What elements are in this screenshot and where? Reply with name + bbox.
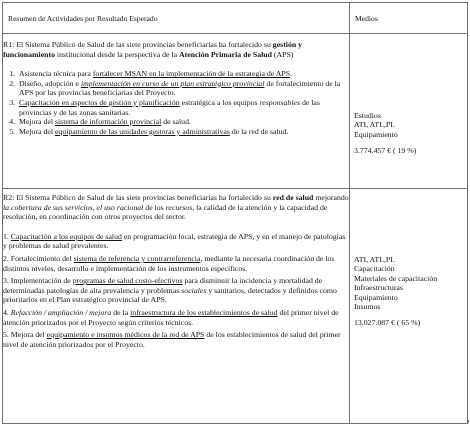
text-run: 1.: [3, 231, 11, 241]
text-run: de salud.: [161, 117, 191, 127]
text-run: Diseño, adopción e: [19, 78, 81, 88]
text-run: responsables: [259, 97, 300, 107]
text-run: de fortalecimiento de la APS por las provincias beneficiarias del Proyecto.: [19, 78, 341, 98]
medios-line: Equipamiento: [354, 292, 398, 302]
activity-item: [3, 276, 349, 305]
medios-line: ATI, ATL,PL: [354, 120, 395, 130]
text-run: de las provincias y de las zonas sanitarias.: [19, 97, 320, 117]
r2-activity-list: [3, 232, 349, 350]
r2-medios-lines: [354, 255, 463, 311]
medios-line: Equipamiento: [354, 129, 398, 139]
r1-intro: [3, 40, 349, 59]
text-run: programas de salud costo-efectivos: [72, 276, 183, 286]
r2-medios-cell: [350, 189, 468, 424]
text-run: del primer nivel de atención priorizados por el Proyecto según criterios técnicos.: [3, 307, 339, 327]
medios-line: Capacitación: [354, 264, 395, 274]
text-run: , la calidad de la atención y la capacidad de resolución, en coordinación con otros proyectos del sector.: [3, 202, 328, 222]
activity-item: [3, 330, 349, 349]
text-run: y sanitarios, detectados y definidos como prioritarios en el Plan estratégico provincial de APS.: [3, 285, 337, 305]
text-run: red de salud: [272, 193, 314, 202]
text-run: R1: El Sistema Público de Salud de las siete provincias beneficiarias ha fortalecido su: [3, 40, 273, 49]
activity-item: [17, 98, 349, 117]
medios-line: Estudios: [354, 111, 381, 120]
text-run: equipamiento e insumos médicos de la red de APS: [46, 330, 205, 340]
text-run: sistema de información provincial: [54, 117, 162, 127]
text-run: 2. Fortalecimiento del: [3, 253, 74, 263]
r2-activities-cell: [3, 189, 350, 424]
text-run: de los establecimientos de salud del primer nivel de atención priorizados por el Proyecto.: [3, 330, 341, 349]
activity-item: [17, 69, 349, 79]
text-run: equipamiento de las unidades gestoras y administrativas: [54, 126, 230, 136]
activity-item: [3, 308, 349, 327]
header-medios: Medios: [350, 3, 468, 34]
text-run: (APS): [271, 49, 294, 59]
r1-activity-list: [3, 69, 349, 136]
text-run: .: [290, 69, 293, 79]
text-run: de la: [111, 307, 131, 317]
r2-intro: [3, 193, 349, 222]
text-run: 4.: [3, 307, 11, 317]
text-run: implementación en curso de un plan estratégico provincial: [80, 78, 265, 88]
text-run: en programación local, estrategia de APS, y en el manejo de patologías y problemas de salud prevalentes.: [3, 231, 346, 251]
text-run: Atención Primaria de Salud: [179, 49, 272, 59]
text-run: 5. Mejora del: [3, 330, 47, 340]
activity-item: [17, 117, 349, 127]
text-run: infraestructura de los establecimientos de salud: [130, 307, 278, 317]
table-header-row: [3, 3, 468, 34]
text-run: R2: El Sistema Público de Salud de las siete provincias beneficiarias ha fortalecido su: [3, 193, 273, 202]
text-run: para disminuir la incidencia y mortalidad de determinadas patologías de alta prevalencia y problemas: [3, 276, 323, 295]
text-run: estratégica a los equipos: [179, 97, 260, 107]
text-run: Mejora del: [19, 126, 55, 136]
text-run: fortalecer MSAN en la implementación de la estrategia de APS: [92, 69, 291, 79]
activity-item: [17, 79, 349, 98]
r1-activities-cell: [3, 34, 350, 189]
text-run: mejorando: [313, 193, 349, 202]
text-run: de los: [143, 202, 166, 212]
text-run: Mejora del: [19, 117, 55, 127]
activity-item: [17, 127, 349, 137]
medios-line: Infraestructuras: [354, 283, 403, 293]
medios-line: ATI, ATL,PL: [354, 255, 395, 264]
text-run: Capacitación en aspectos de gestión y planificación: [19, 97, 180, 107]
r1-medios: [350, 34, 467, 156]
text-run: 3. Implementación de: [3, 276, 73, 286]
text-run: , mediante la necesaria coordinación de los distintos niveles, desarrollo e implementación de los instrumentos específicos.: [3, 253, 335, 273]
medios-line: Materiales de capacitación: [354, 273, 438, 283]
text-run: Asistencia técnica para: [19, 69, 93, 79]
r1-medios-lines: [354, 111, 463, 139]
activity-item: [3, 232, 349, 251]
r1-medios-cell: [350, 34, 468, 189]
text-run: Capacitación a los equipos de salud: [10, 231, 122, 241]
text-run: gestión y funcionamiento: [3, 40, 303, 59]
header-activities: Resumen de Actividades por Resultado Esperado: [3, 3, 350, 34]
text-run: la cobertura de sus servicios, el uso racional: [3, 202, 144, 212]
activity-item: [3, 254, 349, 273]
text-run: institucional desde la perspectiva de la: [54, 49, 180, 59]
text-run: de la red de salud.: [229, 126, 289, 136]
text-run: sistema de referencia y contrarreferencia: [73, 253, 201, 263]
medios-line: Insumos: [354, 302, 381, 312]
text-run: Refacción / ampliación / mejora: [10, 307, 112, 317]
text-run: sociales: [181, 285, 207, 295]
activities-table: [2, 2, 468, 424]
r2-medios: [350, 189, 467, 328]
table-row-r2: [3, 189, 468, 424]
r1-cost: 3.774.457 € ( 19 %): [354, 146, 417, 156]
table-row-r1: [3, 34, 468, 189]
text-run: recursos: [165, 202, 193, 212]
r2-cost: 13.027.087 € ( 65 %): [354, 318, 421, 328]
